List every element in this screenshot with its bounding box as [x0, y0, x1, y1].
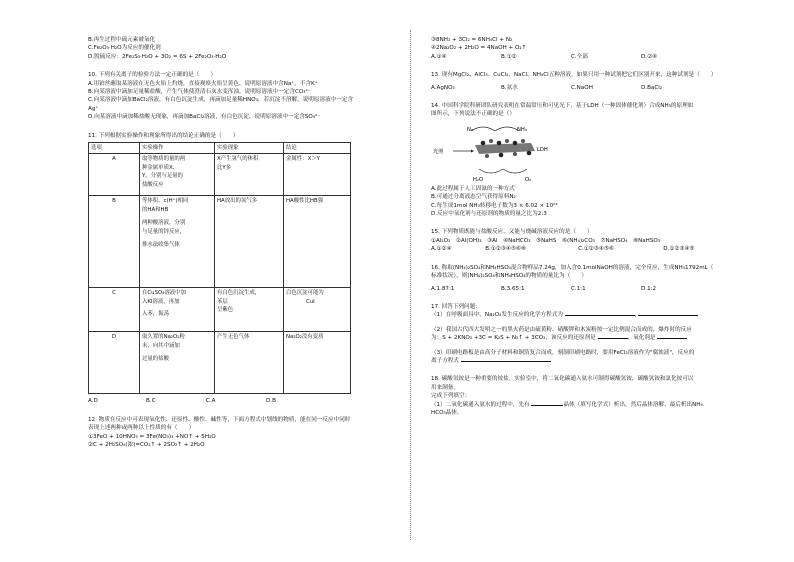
q14-option-a: A.此过程属于人工固氮的一种方式 [431, 185, 515, 192]
row-operation [140, 288, 215, 332]
left-column [88, 36, 388, 450]
q17-part-3-cont [431, 357, 731, 365]
q9-option-c: C.Fe₂O₃·H₂O为反应的催化剂 [88, 45, 161, 52]
cell-line: CuI [306, 298, 315, 305]
q9-option-d: D.脱硫反应：2Fe₂S₃·H₂O + 3O₂ = 6S + 2Fe₂O₃·H₂O [88, 53, 227, 60]
q17-part-2-text: 为：S + 2KNO₃ +3C = K₂S + N₂↑ + 3CO₂，该反应的还原剂是 [431, 335, 596, 342]
h2o-label: H₂O [473, 176, 484, 183]
row-phenomenon: 产生无色气体 [215, 332, 284, 394]
q18-instruction: 完成下列填空： [431, 393, 471, 400]
q16-option-d: D.1:2 [641, 285, 657, 292]
q12-equation-4: ④2Na₂O₂ + 2H₂O = 4NaOH + O₂↑ [431, 45, 527, 52]
light-label: 光照 [433, 148, 444, 155]
header-phenomenon: 实验现象 [215, 143, 284, 154]
light-arrowhead [471, 149, 474, 152]
q16-stem-cont: 标准状况），则(NH₄)₂SO₄和NH₄HSO₄的物质的量比为（ ） [431, 273, 587, 280]
q11-table [88, 142, 351, 394]
q15-items: ①Al₂O₃ ②Al(OH)₃ ③Al ④NaHCO₃ ⑤NaHS ⑥(NH₄)₂CO₃ ⑦NaHSO₄ ⑧NaHSO₃ [431, 237, 661, 244]
cell-line: 在CuSO₄溶液中加 [142, 290, 186, 297]
row-operation [140, 196, 215, 288]
q15-options [431, 245, 731, 253]
q12-option-d: D.②④ [641, 53, 658, 60]
q12-stem: 12. 物质在反应中可表现氧化性、还原性、酸性、碱性等，下面方程式中划线的物质，能在同一反应中同时 [88, 416, 351, 423]
q13-options [431, 84, 731, 92]
q18-part-1-cont: HCO₃晶体。 [431, 409, 463, 416]
row-operation [140, 332, 215, 394]
row-conclusion: HA酸性比HB强 [284, 196, 351, 288]
q17-part-3: （3）印刷电路板是由高分子材料和铜箔复合而成，刻制印刷电路时，要用FeCl₃溶液作为"腐蚀液"，反应的 [431, 349, 695, 356]
ldh-diagram [431, 121, 561, 183]
q11-option-a: A.D [88, 398, 98, 405]
q17-part-2-tail: ，氧化剂是 [627, 335, 656, 342]
q15-option-b: B.①②③④⑤⑥⑧ [485, 246, 526, 253]
cell-line: 排水法收集气体 [142, 242, 180, 249]
header-conclusion: 结论 [284, 143, 351, 154]
q12-equation-2: ②C + 2H₂SO₄(浓)=CO₂↑ + 2SO₂↑ + 2H₂O [88, 442, 205, 449]
q11-stem: 11. 下列根据实验操作和现象所得出的结论正确的是（ ） [88, 132, 239, 139]
cell-line: 末，向其中滴加 [142, 342, 180, 349]
q17-part-2-cont [431, 334, 731, 342]
q17-part-1-text: （1）在呼吸面具中，Na₂O₂发生反应的化学方程式为 [431, 312, 563, 319]
q18-part-1-text: （1）二氧化碳通入氨水的过程中，先有 [431, 401, 530, 408]
q12-equation-1: ①3FeO + 10HNO₃ = 3Fe(NO₃)₃ +NO↑ + 5H₂O [88, 433, 216, 440]
q17-part-2: （2）我国古代四大发明之一的黑火药是由硫黄粉、硝酸钾和木炭粉按一定比例混合而成的，爆炸时的反应 [431, 326, 692, 333]
q13-option-c: C.NaOH [571, 84, 593, 91]
q11-option-c: C.A [206, 398, 216, 405]
cell-line: 入苯，振荡 [142, 311, 169, 318]
q18-stem: 18. 碳酸氢铵是一种重要的铵盐。实验室中，将二氧化碳通入氨水可制得碳酸氢铵，碳酸氢铵和氯化铵可以 [431, 376, 694, 383]
nh3-label: NH₃ [517, 126, 527, 133]
atom [513, 141, 518, 146]
n2-label: N₂ [467, 126, 473, 133]
q17-stem: 17. 回答下列问题： [431, 303, 481, 310]
q10-stem: 10. 下列有关离子的检验方法一定正确的是（ ） [88, 72, 217, 79]
cell-line: 呈紫色 [217, 307, 234, 314]
q10-option-d: D.向某溶液中滴加稀盐酸无现象，再滴加BaCl₂溶液，有白色沉淀，说明原溶液中一定含SO₄²⁻ [88, 114, 321, 121]
answer-blank[interactable] [598, 338, 628, 339]
q17-part-1: （1）在呼吸面具中，Na₂O₂发生反应的化学方程式为 , [431, 311, 731, 319]
table-header-row [89, 143, 351, 154]
q14-stem: 14. 中国科学院科研团队研究表明在常温常压和可见光下，基于LDH（一种固体催化剂）合成NH₃的原理如 [431, 103, 694, 110]
q9-option-b: B.再生过程中硫元素被氧化 [88, 37, 156, 43]
q10-option-a: A.用铂丝蘸取某溶液在无色火焰上灼烧，直接观察火焰呈黄色，说明原溶液中含Na⁺，不含K⁺ [88, 80, 318, 87]
ldh-layer [475, 139, 535, 158]
row-operation [140, 154, 215, 196]
cell-line: 比Y多 [217, 164, 232, 171]
q17-part-3-text: 离子方程式 [431, 357, 459, 364]
row-option: C [89, 288, 140, 332]
cell-line: 白色沉淀可能为 [286, 290, 324, 297]
q16-option-b: B.3.65:1 [501, 285, 525, 292]
answer-blank[interactable] [461, 361, 551, 362]
row-phenomenon [215, 154, 284, 196]
table-row [89, 332, 351, 394]
q12-equation-3: ③8NH₃ + 3Cl₂ = 6NH₄Cl + N₂ [431, 37, 513, 43]
atom [481, 141, 486, 146]
q14-option-c: C.每生成1mol NH₃转移电子数为3 × 6.02 × 10²³ [431, 202, 558, 209]
cell-line: 与足量的锌反应， [142, 228, 186, 235]
q12-option-b: B.①② [501, 53, 517, 60]
header-option: 选项 [89, 143, 140, 154]
ldh-label: LDH [537, 146, 548, 153]
header-operation: 实验操作 [140, 143, 215, 154]
atom [489, 139, 493, 143]
o2-arrow [503, 169, 527, 173]
cell-line: Y，分别与足量的 [142, 173, 184, 180]
atom [497, 141, 502, 146]
answer-blank[interactable] [657, 338, 687, 339]
q12-stem-cont: 表现上述两种或两种以上性质的有（ ） [88, 425, 195, 432]
q12-options [431, 53, 731, 61]
q13-option-b: B.氨水 [501, 84, 518, 91]
nh3-arrow [495, 127, 519, 131]
q15-option-c: C.①②③④⑤⑥ [578, 246, 614, 253]
cell-line: 苯层 [217, 298, 228, 305]
q12-option-a: A.①④ [431, 53, 447, 60]
right-column [431, 36, 731, 417]
column-divider [410, 30, 411, 540]
table-row [89, 154, 351, 196]
q18-stem-cont: 用来制备。 [431, 384, 459, 391]
q13-stem: 13. 现有MgCl₂、AlCl₃、CuCl₂、NaCl、NH₄Cl五种溶液，如果只用一种试剂把它们区别开来，这种试剂是（ ） [431, 72, 717, 79]
q14-stem-cont: 图所示，下列说法不正确的是（） [431, 111, 515, 118]
q15-option-a: A.①②④ [431, 246, 452, 253]
n2-arrow [471, 127, 495, 131]
cell-line: 两种酸溶液，分别 [142, 220, 186, 227]
q12-option-c: C.全部 [571, 53, 588, 60]
q11-option-b: B.C [146, 398, 156, 405]
row-option: B [89, 196, 140, 288]
q16-option-c: C.1:1 [571, 285, 586, 292]
atom [513, 152, 517, 156]
cell-line: 取等物质的量的两 [142, 156, 186, 163]
q10-option-c-cont: Ag⁺ [88, 105, 99, 112]
cell-line: 等体积、c(H⁺)相同 [142, 198, 189, 205]
q13-option-d: D.BaCl₂ [641, 84, 663, 91]
q15-option-d: D.①②③④⑤ [663, 246, 695, 253]
table-row [89, 288, 351, 332]
cell-line: 的HA和HB [142, 206, 169, 213]
row-phenomenon: HA放出的氢气多 [215, 196, 284, 288]
q14-option-d: D.反应中氧化剂与还原剂的物质的量之比为2:3 [431, 211, 547, 218]
q14-option-b: B.可通过分离液态空气获得原料N₂ [431, 194, 516, 201]
row-conclusion [284, 288, 351, 332]
cell-line: X产生氢气的体积 [217, 156, 259, 163]
table-row [89, 196, 351, 288]
atom [521, 139, 525, 143]
h2o-arrow [479, 169, 503, 173]
q16-options [431, 285, 731, 293]
answer-blank[interactable] [565, 315, 635, 316]
q16-stem: 16. 称取(NH₄)₂SO₄和NH₄HSO₄混合物样品7.24g，加入含0.1molNaOH的溶液，完全反应，生成NH₃1792mL（ [431, 264, 714, 271]
cell-line: 盐酸反应 [142, 181, 164, 188]
cell-line: 过量的盐酸 [142, 356, 169, 363]
ldh-diagram-svg [431, 121, 561, 183]
q13-option-a: A.AgNO₃ [431, 84, 455, 91]
q11-option-d: D.B [266, 398, 276, 405]
atom [527, 151, 532, 156]
row-phenomenon [215, 288, 284, 332]
cell-line: 有白色沉淀生成， [217, 290, 261, 297]
cell-line: 种金属单质X、 [142, 164, 179, 171]
atom [505, 139, 509, 143]
q11-options [88, 397, 388, 405]
row-conclusion: 金属性：X＞Y [284, 154, 351, 196]
row-option: A [89, 154, 140, 196]
q10-option-c: C.向某溶液中滴加BaCl₂溶液，有白色沉淀生成，再滴加足量稀HNO₃，若沉淀不溶解，说明原溶液中一定含 [88, 97, 354, 104]
q16-option-a: A.1.87:1 [431, 285, 455, 292]
q15-stem: 15. 下列物质既能与盐酸反应、又能与烧碱溶液反应的是（ ） [431, 229, 593, 236]
atom [499, 153, 504, 158]
q18-part-1-tail: 晶体（填写化学式）析出，然后晶体溶解，最后析出NH₄ [563, 401, 703, 408]
cell-line: 取久置的Na₂O₂粉 [142, 334, 185, 341]
q10-option-b: B.向某溶液中滴加足量稀盐酸，产生气体使澄清石灰水变浑浊，说明原溶液中一定含CO₃²⁻ [88, 89, 311, 96]
q18-part-1 [431, 401, 731, 409]
answer-blank[interactable] [531, 405, 563, 406]
cell-line: 入KI溶液，再加 [142, 298, 180, 305]
row-option: D [89, 332, 140, 394]
o2-label: O₂ [525, 176, 532, 183]
answer-blank[interactable] [638, 315, 698, 316]
row-conclusion: Na₂O₂没有变质 [284, 332, 351, 394]
atom [485, 154, 489, 158]
